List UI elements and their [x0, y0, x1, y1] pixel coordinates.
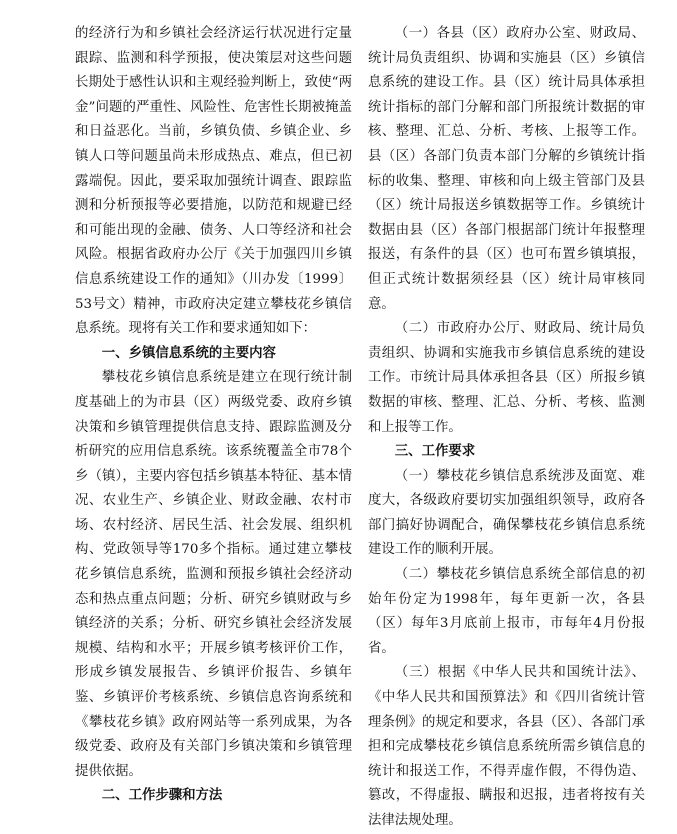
section-heading-steps-methods: 二、工作步骤和方法	[101, 788, 223, 804]
section-heading-main-content: 一、乡镇信息系统的主要内容	[101, 345, 276, 361]
city-responsibility-paragraph: （二）市政府办公厅、财政局、统计局负责组织、协调和实施我市乡镇信息系统的建设工作。市统计局具体承担各县（区）所报乡镇数据的审核、整理、汇总、分析、考核、监测和上报等工作。	[368, 321, 645, 435]
requirement-paragraph-3: （三）根据《中华人民共和国统计法》、《中华人民共和国预算法》和《四川省统计管理条例》的规定和要求，各县（区）、各部门承担和完成攀枝花乡镇信息系统所需乡镇信息的统计和报送工作，不得弄虚作假，不得伪造、篡改，不得虚报、瞒报和迟报，违者将按有关法律法规处理。	[368, 665, 645, 828]
continued-paragraph: 的经济行为和乡镇社会经济运行状况进行定量跟踪、监测和科学预报，使决策层对这些问题长期处于感性认识和主观经验判断上，致使“两金”问题的严重性、风险性、危害性长期被掩盖和日益恶化。当前，乡镇负债、乡镇企业、乡镇人口等问题虽尚未形成热点、难点，但已初露端倪。因此，要采取加强统计调查、跟踪监测和分析预报等必要措施，以防范和规避已经和可能出现的金融、债务、人口等经济和社会风险。根据省政府办公厅《关于加强四川乡镇信息系统建设工作的通知》（川办发〔1999〕53号文）精神，市政府决定建立攀枝花乡镇信息系统。现将有关工作和要求通知如下：	[75, 26, 352, 337]
left-column	[75, 22, 352, 809]
requirement-paragraph-1: （一）攀枝花乡镇信息系统涉及面宽、难度大，各级政府要切实加强组织领导，政府各部门搞好协调配合，确保攀枝花乡镇信息系统建设工作的顺利开展。	[368, 468, 645, 558]
county-responsibility-paragraph: （一）各县（区）政府办公室、财政局、统计局负责组织、协调和实施县（区）乡镇信息系统的建设工作。县（区）统计局具体承担统计指标的部门分解和部门所报统计数据的审核、整理、汇总、分析、考核、上报等工作。县（区）各部门负责本部门分解的乡镇统计指标的收集、整理、审核和向上级主管部门及县（区）统计局报送乡镇数据等工作。乡镇统计数据由县（区）各部门根据部门统计年报整理报送，有条件的县（区）也可布置乡镇填报，但正式统计数据须经县（区）统计局审核同意。	[368, 26, 645, 312]
system-description-paragraph: 攀枝花乡镇信息系统是建立在现行统计制度基础上的为市县（区）两级党委、政府乡镇决策和乡镇管理提供信息支持、跟踪监测及分析研究的应用信息系统。该系统覆盖全市78个乡（镇），主要内容包括乡镇基本特征、基本情况、农业生产、乡镇企业、财政金融、农村市场、农村经济、居民生活、社会发展、组织机构、党政领导等170多个指标。通过建立攀枝花乡镇信息系统，监测和预报乡镇社会经济动态和热点重点问题；分析、研究乡镇财政与乡镇经济的关系；分析、研究乡镇社会经济发展规模、结构和水平；开展乡镇考核评价工作，形成乡镇发展报告、乡镇评价报告、乡镇年鉴、乡镇评价考核系统、乡镇信息咨询系统和《攀枝花乡镇》政府网站等一系列成果，为各级党委、政府及有关部门乡镇决策和乡镇管理提供依据。	[75, 370, 352, 779]
right-column	[368, 22, 645, 834]
section-heading-requirements: 三、工作要求	[394, 444, 476, 460]
requirement-paragraph-2: （二）攀枝花乡镇信息系统全部信息的初始年份定为1998年，每年更新一次，各县（区）每年3月底前上报市，市每年4月份报省。	[368, 567, 645, 656]
